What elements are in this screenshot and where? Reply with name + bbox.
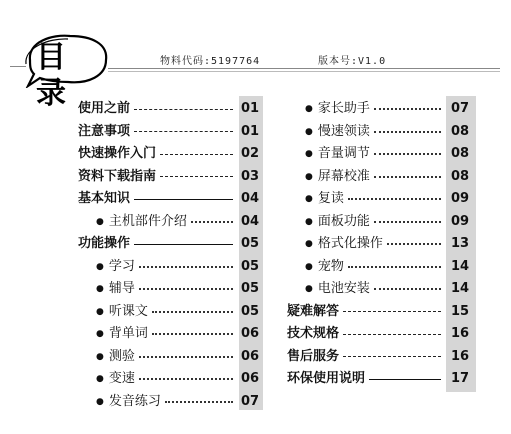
bullet-icon: ● bbox=[96, 216, 104, 227]
toc-entry-label: 格式化操作 bbox=[317, 236, 383, 252]
toc-entry[interactable] bbox=[78, 121, 263, 144]
toc-page-number: 07 bbox=[240, 393, 260, 409]
toc-leader bbox=[374, 131, 441, 133]
bullet-icon: ● bbox=[305, 216, 313, 227]
toc-page-number: 15 bbox=[450, 303, 470, 319]
bullet-icon: ● bbox=[305, 126, 313, 137]
toc-entry-label: 慢速领读 bbox=[317, 123, 370, 139]
toc-page-number: 09 bbox=[450, 213, 470, 229]
toc-entry[interactable] bbox=[287, 323, 475, 346]
toc-entry-label: 家长助手 bbox=[317, 101, 370, 117]
toc-leader bbox=[374, 221, 441, 223]
bullet-icon: ● bbox=[305, 194, 313, 205]
bullet-icon: ● bbox=[305, 149, 313, 160]
toc-leader bbox=[152, 333, 233, 335]
toc-leader bbox=[343, 356, 441, 357]
toc-entry-label: 主机部件介绍 bbox=[108, 213, 187, 229]
header-rule-secondary bbox=[108, 71, 500, 72]
bullet-icon: ● bbox=[305, 239, 313, 250]
version-label: 版本号:V1.0 bbox=[318, 56, 387, 67]
toc-entry[interactable] bbox=[78, 211, 263, 234]
toc-entry[interactable] bbox=[287, 368, 475, 391]
toc-leader bbox=[369, 379, 441, 380]
toc-entry[interactable] bbox=[78, 323, 263, 346]
header-rule bbox=[108, 68, 500, 69]
toc-page-number: 07 bbox=[450, 101, 470, 117]
toc-page-number: 05 bbox=[240, 303, 260, 319]
toc-column-right bbox=[287, 98, 475, 391]
page-title: 目录 bbox=[36, 40, 72, 111]
toc-entry[interactable] bbox=[287, 301, 475, 324]
toc-entry[interactable] bbox=[78, 391, 263, 414]
toc-entry-label: 资料下载指南 bbox=[78, 168, 157, 184]
toc-entry-label: 辅导 bbox=[108, 281, 135, 297]
toc-entry[interactable] bbox=[78, 346, 263, 369]
toc-entry-label: 学习 bbox=[108, 258, 135, 274]
toc-page-number: 05 bbox=[240, 281, 260, 297]
bullet-icon: ● bbox=[96, 329, 104, 340]
toc-page-number: 17 bbox=[450, 371, 470, 387]
toc-leader bbox=[374, 176, 441, 178]
toc-entry[interactable] bbox=[287, 211, 475, 234]
toc-leader bbox=[139, 288, 233, 290]
toc-entry-label: 宠物 bbox=[317, 258, 344, 274]
toc-page-number: 08 bbox=[450, 123, 470, 139]
toc-leader bbox=[160, 154, 233, 155]
toc-leader bbox=[152, 311, 233, 313]
material-code: 物料代码:5197764 bbox=[160, 56, 261, 67]
toc-entry[interactable] bbox=[287, 98, 475, 121]
toc-leader bbox=[160, 176, 233, 177]
toc-entry[interactable] bbox=[287, 346, 475, 369]
bullet-icon: ● bbox=[96, 351, 104, 362]
toc-entry-label: 复读 bbox=[317, 191, 344, 207]
toc-page-number: 09 bbox=[450, 191, 470, 207]
bullet-icon: ● bbox=[96, 396, 104, 407]
toc-leader bbox=[139, 378, 233, 380]
toc-page-number: 06 bbox=[240, 371, 260, 387]
bullet-icon: ● bbox=[96, 374, 104, 385]
toc-entry[interactable] bbox=[78, 233, 263, 256]
toc-entry[interactable] bbox=[78, 301, 263, 324]
bullet-icon: ● bbox=[96, 284, 104, 295]
toc-entry-label: 基本知识 bbox=[78, 191, 131, 207]
toc-entry-label: 售后服务 bbox=[287, 348, 340, 364]
toc-page-number: 06 bbox=[240, 348, 260, 364]
toc-page-number: 04 bbox=[240, 191, 260, 207]
toc-page-number: 08 bbox=[450, 146, 470, 162]
toc-leader bbox=[191, 221, 233, 223]
toc-entry-label: 变速 bbox=[108, 371, 135, 387]
toc-leader bbox=[134, 131, 233, 132]
toc-page-number: 16 bbox=[450, 348, 470, 364]
toc-page-number: 14 bbox=[450, 258, 470, 274]
toc-page-number: 02 bbox=[240, 146, 260, 162]
toc-entry-label: 发音练习 bbox=[108, 393, 161, 409]
toc-leader bbox=[387, 243, 441, 245]
toc-leader bbox=[374, 153, 441, 155]
toc-page-number: 05 bbox=[240, 258, 260, 274]
toc-entry-label: 电池安装 bbox=[317, 281, 370, 297]
toc-page-number: 14 bbox=[450, 281, 470, 297]
toc-entry[interactable] bbox=[287, 143, 475, 166]
toc-entry-label: 使用之前 bbox=[78, 101, 131, 117]
toc-entry-label: 听课文 bbox=[108, 303, 148, 319]
bullet-icon: ● bbox=[305, 171, 313, 182]
toc-page-number: 16 bbox=[450, 326, 470, 342]
toc-entry[interactable] bbox=[78, 98, 263, 121]
toc-leader bbox=[139, 266, 233, 268]
toc-entry[interactable] bbox=[287, 278, 475, 301]
toc-leader bbox=[348, 198, 441, 200]
bullet-icon: ● bbox=[305, 284, 313, 295]
toc-entry[interactable] bbox=[78, 256, 263, 279]
toc-leader bbox=[343, 334, 441, 335]
toc-entry-label: 面板功能 bbox=[317, 213, 370, 229]
toc-leader bbox=[165, 401, 233, 403]
toc-entry-label: 注意事项 bbox=[78, 123, 131, 139]
toc-page-number: 08 bbox=[450, 168, 470, 184]
toc-leader bbox=[374, 288, 441, 290]
toc-entry-label: 测验 bbox=[108, 348, 135, 364]
header-rule-left bbox=[10, 66, 26, 67]
toc-entry[interactable] bbox=[287, 188, 475, 211]
toc-entry-label: 技术规格 bbox=[287, 326, 340, 342]
toc-entry[interactable] bbox=[287, 121, 475, 144]
toc-entry[interactable] bbox=[287, 166, 475, 189]
toc-page-number: 01 bbox=[240, 101, 260, 117]
toc-leader bbox=[134, 244, 233, 245]
toc-leader bbox=[139, 356, 233, 358]
toc-leader bbox=[134, 199, 233, 200]
toc-entry[interactable] bbox=[78, 166, 263, 189]
toc-entry-label: 疑难解答 bbox=[287, 303, 340, 319]
toc-entry-label: 背单词 bbox=[108, 326, 148, 342]
toc-entry-label: 快速操作入门 bbox=[78, 146, 157, 162]
toc-leader bbox=[134, 109, 233, 110]
toc-entry[interactable] bbox=[78, 278, 263, 301]
toc-entry-label: 屏幕校准 bbox=[317, 168, 370, 184]
toc-page-number: 13 bbox=[450, 236, 470, 252]
toc-page-number: 06 bbox=[240, 326, 260, 342]
toc-entry[interactable] bbox=[78, 368, 263, 391]
toc-page-number: 03 bbox=[240, 168, 260, 184]
bullet-icon: ● bbox=[305, 261, 313, 272]
toc-column-left bbox=[78, 98, 263, 413]
bullet-icon: ● bbox=[96, 261, 104, 272]
toc-leader bbox=[348, 266, 441, 268]
toc-entry-label: 音量调节 bbox=[317, 146, 370, 162]
toc-entry[interactable] bbox=[78, 188, 263, 211]
toc-leader bbox=[374, 108, 441, 110]
toc-page-number: 01 bbox=[240, 123, 260, 139]
toc-page-number: 04 bbox=[240, 213, 260, 229]
toc-entry[interactable] bbox=[287, 256, 475, 279]
bullet-icon: ● bbox=[305, 104, 313, 115]
toc-entry-label: 环保使用说明 bbox=[287, 371, 366, 387]
toc-leader bbox=[343, 311, 441, 312]
toc-entry[interactable] bbox=[78, 143, 263, 166]
toc-entry-label: 功能操作 bbox=[78, 236, 131, 252]
toc-page-number: 05 bbox=[240, 236, 260, 252]
toc-entry[interactable] bbox=[287, 233, 475, 256]
bullet-icon: ● bbox=[96, 306, 104, 317]
